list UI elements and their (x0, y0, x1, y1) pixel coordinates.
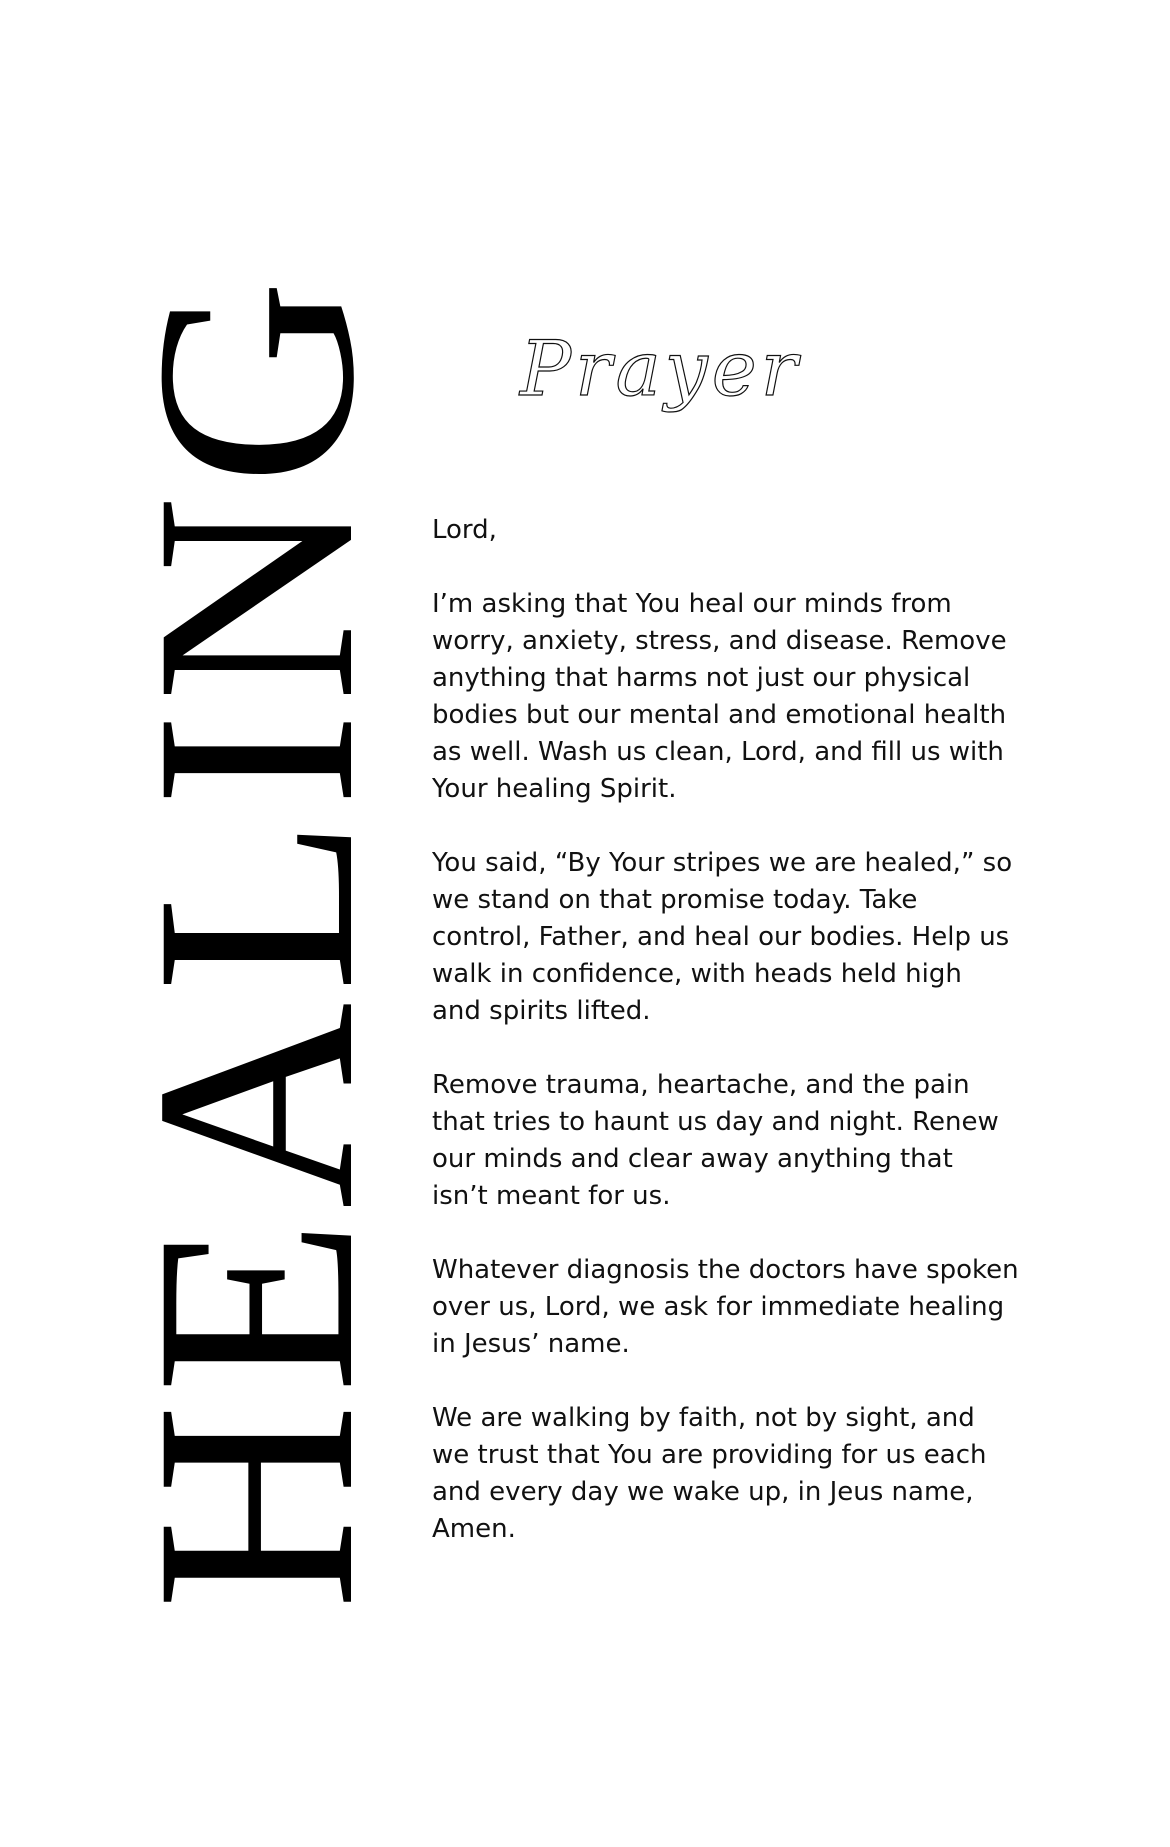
vertical-title (96, 269, 413, 1610)
prayer-paragraph-3: Remove trauma, heartache, and the pain that tries to haunt us day and night. Renew our minds and clear away anything that isn’t meant for us. (432, 1070, 999, 1211)
prayer-paragraph-5: We are walking by faith, not by sight, and we trust that You are providing for us each and every day we wake up, in Jeus name, Amen. (432, 1403, 987, 1544)
title-healing: HEALING (96, 269, 413, 1610)
subtitle-prayer: Prayer (520, 324, 802, 413)
prayer-paragraph-4: Whatever diagnosis the doctors have spoken over us, Lord, we ask for immediate healing in Jesus’ name. (432, 1255, 1019, 1359)
prayer-paragraph-2: You said, “By Your stripes we are healed,” so we stand on that promise today. Take control, Father, and heal our bodies. Help us walk in confidence, with heads held high and spirits lifted. (432, 848, 1013, 1026)
prayer-body (432, 512, 1052, 1585)
prayer-salutation: Lord, (432, 515, 497, 545)
script-heading (520, 320, 890, 430)
prayer-paragraph-1: I’m asking that You heal our minds from worry, anxiety, stress, and disease. Remove anything that harms not just our physical bodies but our mental and emotional health as well. Wash us clean, Lord, and fill us with Your healing Spirit. (432, 589, 1007, 804)
script-heading-svg (520, 320, 890, 430)
